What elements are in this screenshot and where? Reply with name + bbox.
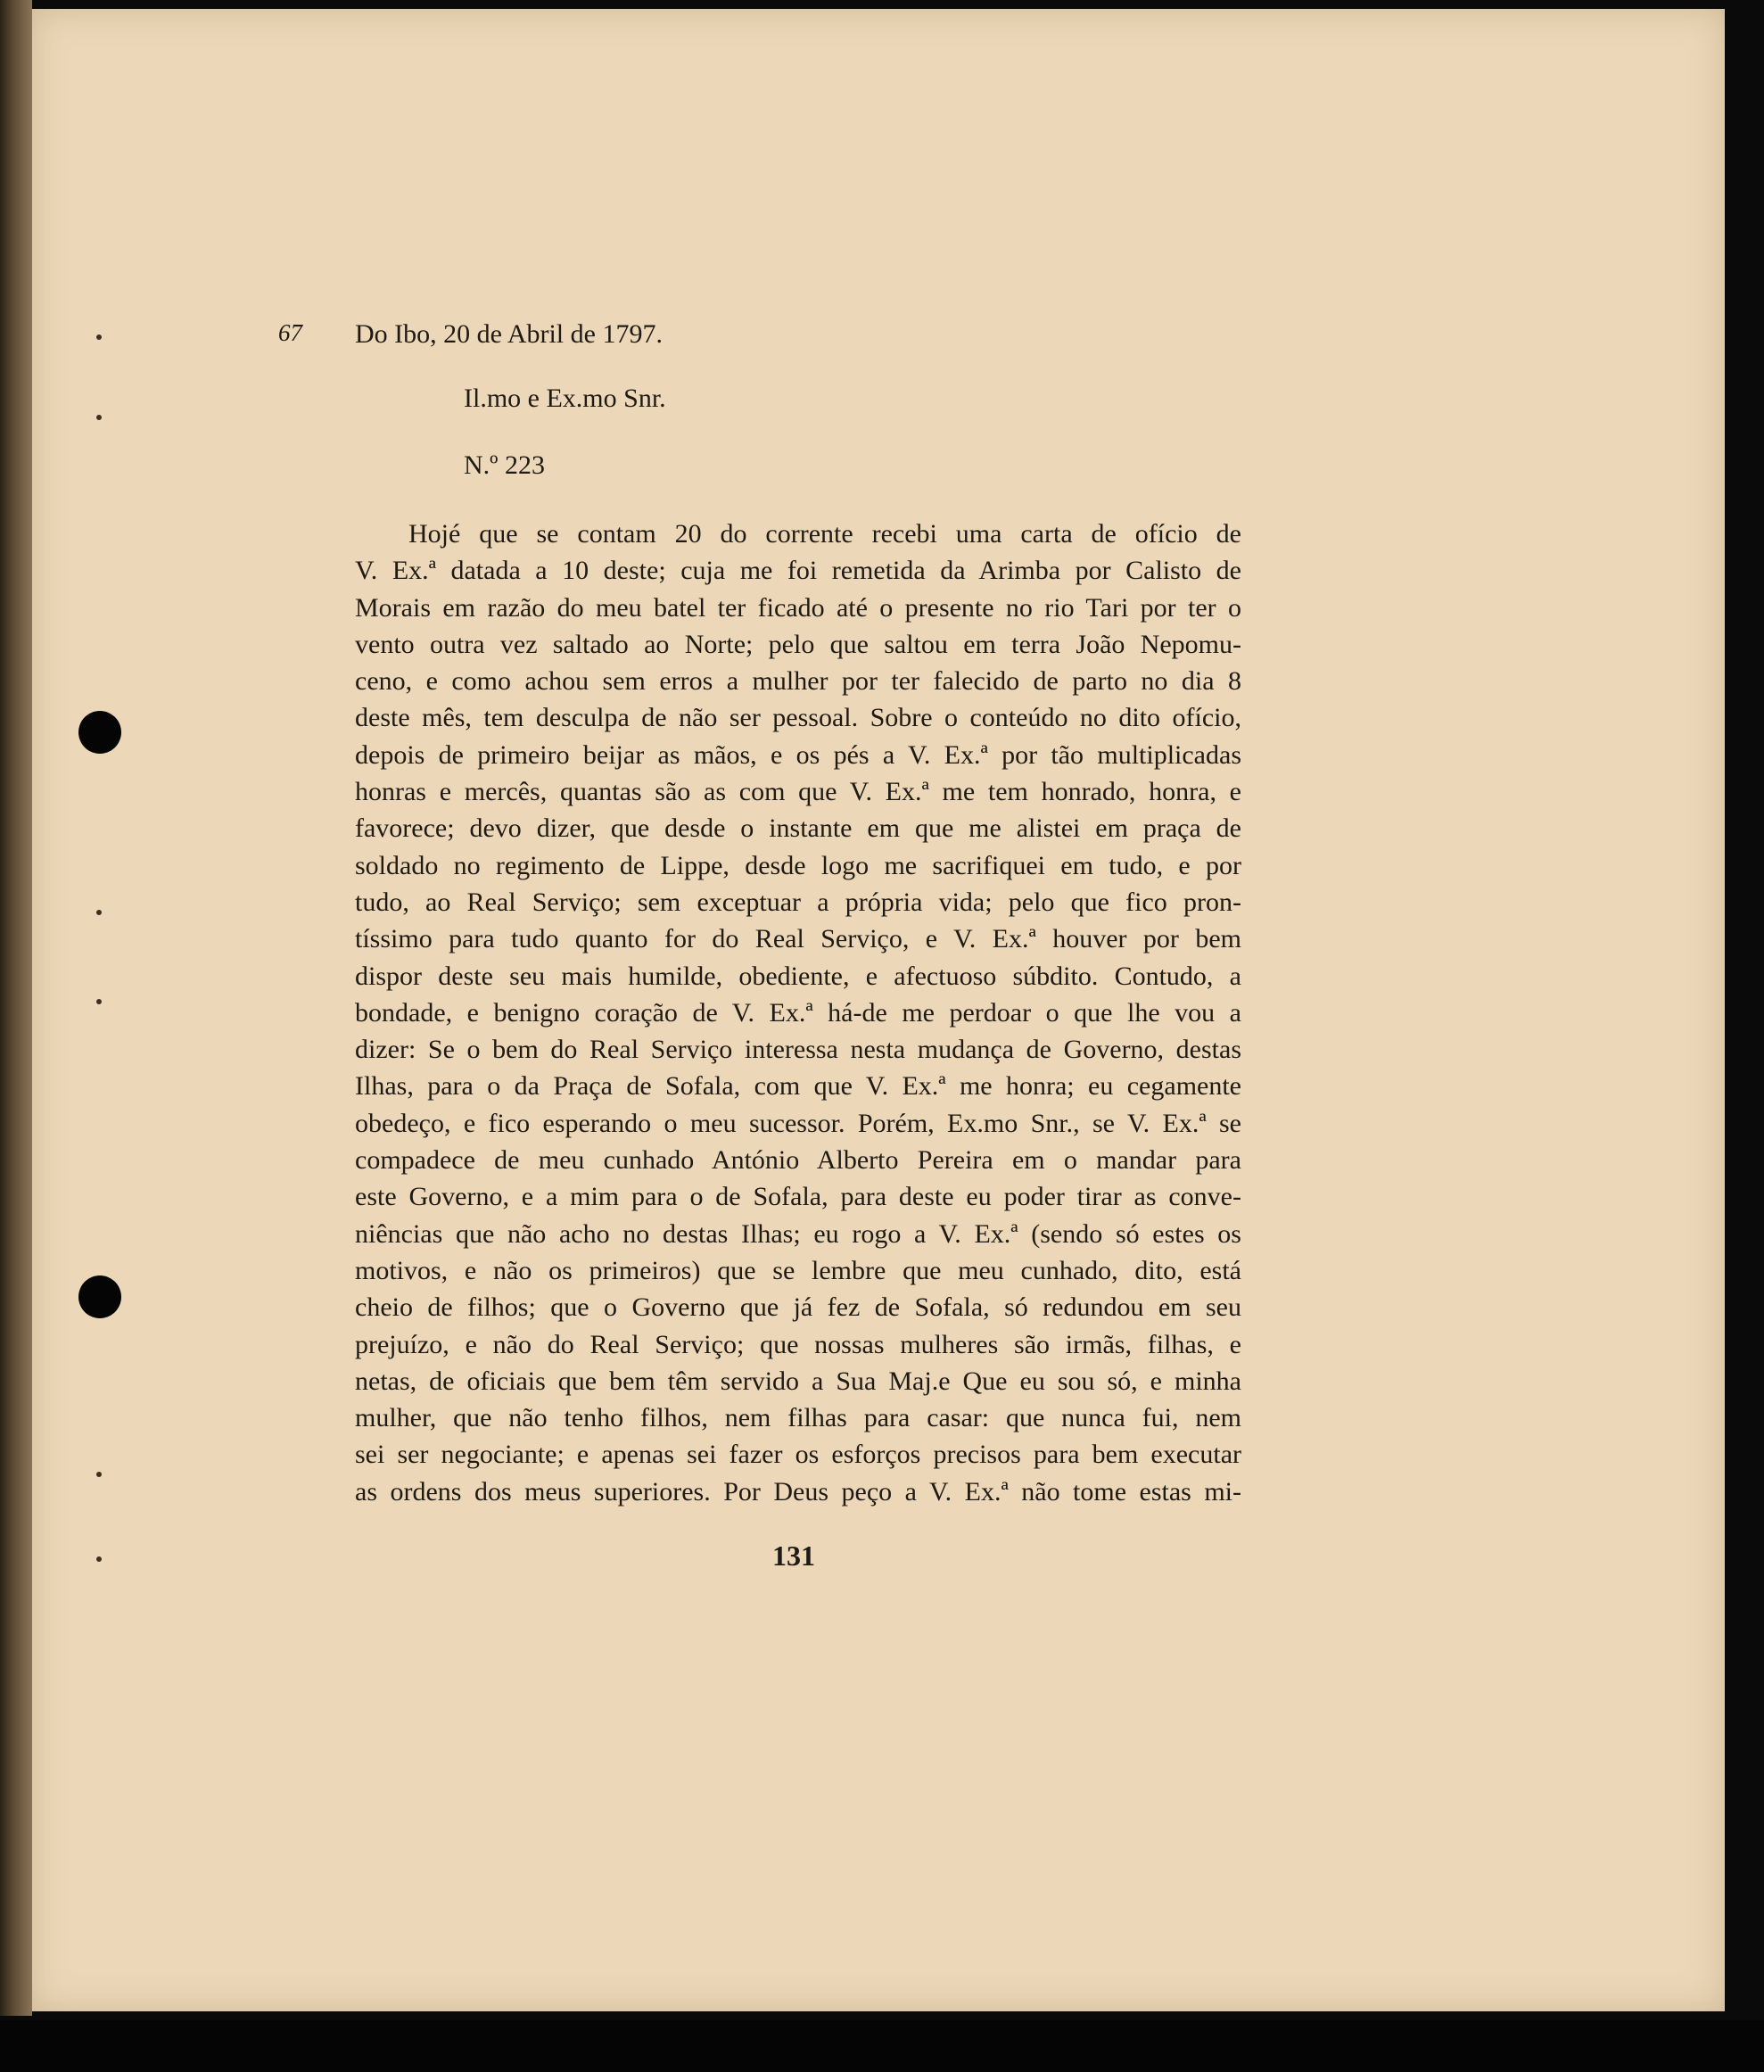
body-line: Ilhas, para o da Praça de Sofala, com que V. Ex.ª me honra; eu cegamente: [355, 1071, 1241, 1102]
body-line: este Governo, e a mim para o de Sofala, para deste eu poder tirar as conve-: [355, 1182, 1241, 1212]
margin-speck: [96, 999, 102, 1004]
letter-body: [355, 516, 1241, 1510]
body-line: niências que não acho no destas Ilhas; eu rogo a V. Ex.ª (sendo só estes os: [355, 1218, 1241, 1249]
body-line: dispor deste seu mais humilde, obediente, e afectuoso súbdito. Contudo, a: [355, 961, 1241, 991]
body-line: as ordens dos meus superiores. Por Deus peço a V. Ex.ª não tome estas mi-: [355, 1476, 1241, 1507]
punch-hole-bottom: [78, 1275, 121, 1318]
body-line: cheio de filhos; que o Governo que já fez de Sofala, só redundou em seu: [355, 1292, 1241, 1323]
body-line: netas, de oficiais que bem têm servido a Sua Maj.e Que eu sou só, e minha: [355, 1366, 1241, 1396]
body-line: tudo, ao Real Serviço; sem exceptuar a própria vida; pelo que fico pron-: [355, 887, 1241, 917]
body-line: motivos, e não os primeiros) que se lembre que meu cunhado, dito, está: [355, 1255, 1241, 1285]
body-line: dizer: Se o bem do Real Serviço interessa nesta mudança de Governo, destas: [355, 1035, 1241, 1065]
salutation: Il.mo e Ex.mo Snr.: [464, 384, 666, 413]
body-line: deste mês, tem desculpa de não ser pessoal. Sobre o conteúdo no dito ofício,: [355, 703, 1241, 733]
body-line: prejuízo, e não do Real Serviço; que nossas mulheres são irmãs, filhas, e: [355, 1329, 1241, 1359]
body-line: Morais em razão do meu batel ter ficado até o presente no rio Tari por ter o: [355, 592, 1241, 623]
body-line: soldado no regimento de Lippe, desde logo me sacrifiquei em tudo, e por: [355, 850, 1241, 880]
body-line: Hojé que se contam 20 do corrente recebi uma carta de ofício de: [408, 519, 1241, 549]
body-line: tíssimo para tudo quanto for do Real Serviço, e V. Ex.ª houver por bem: [355, 924, 1241, 954]
margin-speck: [96, 1556, 102, 1562]
document-number: 67: [278, 319, 302, 346]
margin-speck: [96, 415, 102, 420]
body-line: sei ser negociante; e apenas sei fazer os esforços precisos para bem executar: [355, 1440, 1241, 1470]
body-line: vento outra vez saltado ao Norte; pelo que saltou em terra João Nepomu-: [355, 629, 1241, 659]
scan-bottom-border: [0, 2020, 1764, 2072]
page-number: 131: [772, 1540, 815, 1572]
document-reference: N.º 223: [464, 450, 545, 480]
margin-speck: [96, 910, 102, 915]
body-line: mulher, que não tenho filhos, nem filhas para casar: que nunca fui, nem: [355, 1403, 1241, 1433]
body-line: depois de primeiro beijar as mãos, e os pés a V. Ex.ª por tão multiplicadas: [355, 739, 1241, 770]
margin-speck: [96, 334, 102, 340]
body-line: honras e mercês, quantas são as com que V. Ex.ª me tem honrado, honra, e: [355, 777, 1241, 807]
body-line: favorece; devo dizer, que desde o instante em que me alistei em praça de: [355, 813, 1241, 844]
margin-speck: [96, 1472, 102, 1477]
body-line: obedeço, e fico esperando o meu sucessor. Porém, Ex.mo Snr., se V. Ex.ª se: [355, 1108, 1241, 1138]
dateline: Do Ibo, 20 de Abril de 1797.: [355, 319, 663, 349]
body-line: V. Ex.ª datada a 10 deste; cuja me foi remetida da Arimba por Calisto de: [355, 556, 1241, 586]
binding-edge: [0, 0, 32, 2016]
punch-hole-top: [78, 711, 121, 754]
body-line: bondade, e benigno coração de V. Ex.ª há-de me perdoar o que lhe vou a: [355, 997, 1241, 1028]
body-line: ceno, e como achou sem erros a mulher por ter falecido de parto no dia 8: [355, 666, 1241, 697]
body-line: compadece de meu cunhado António Alberto Pereira em o mandar para: [355, 1145, 1241, 1176]
